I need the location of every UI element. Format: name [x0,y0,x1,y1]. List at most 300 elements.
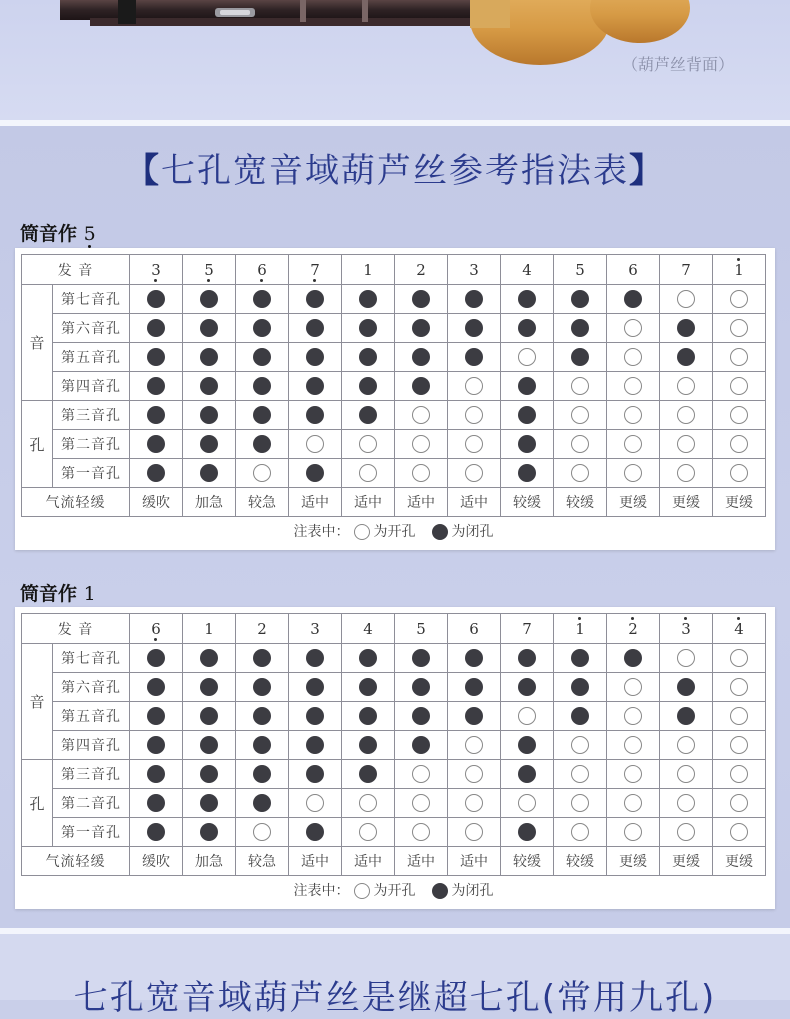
open-hole-icon [624,406,642,424]
open-hole-icon [465,464,483,482]
hole-name: 第一音孔 [53,459,130,488]
closed-hole-icon [306,678,324,696]
pitch-cell [713,255,766,285]
airflow-label: 气流轻缓 [22,488,130,517]
open-hole-icon [412,765,430,783]
open-hole-icon [730,765,748,783]
hole-cell [289,818,342,847]
closed-hole-icon [147,464,165,482]
hole-cell [236,459,289,488]
table-row [22,818,766,847]
hole-cell [289,644,342,673]
open-hole-icon [412,406,430,424]
hole-cell [713,818,766,847]
pitch-note: 6 [628,260,638,279]
closed-hole-icon [253,707,271,725]
open-hole-icon [730,319,748,337]
open-hole-icon [624,377,642,395]
open-hole-icon [730,707,748,725]
open-hole-icon [730,823,748,841]
open-hole-icon [677,736,695,754]
closed-hole-icon [624,649,642,667]
hole-cell [660,731,713,760]
closed-hole-icon [412,377,430,395]
open-hole-icon [624,319,642,337]
hole-cell [130,430,183,459]
section2-base-note: 1 [83,583,96,605]
hole-cell [660,760,713,789]
table-row [22,702,766,731]
hole-cell [607,702,660,731]
airflow-cell: 适中 [342,847,395,876]
open-hole-icon [359,435,377,453]
open-hole-icon [730,649,748,667]
closed-hole-icon [465,678,483,696]
closed-hole-icon [306,649,324,667]
airflow-cell: 更缓 [713,488,766,517]
airflow-cell: 较急 [236,847,289,876]
hole-cell [660,818,713,847]
legend-prefix: 注表中： [293,524,350,540]
closed-hole-icon [253,736,271,754]
closed-hole-icon [200,649,218,667]
open-hole-icon [354,524,370,540]
open-hole-icon [730,377,748,395]
hole-cell [236,818,289,847]
closed-hole-icon [306,464,324,482]
pitch-note: 2 [416,260,426,279]
table-row [22,760,766,789]
photo-caption: （葫芦丝背面） [621,55,734,74]
pitch-cell [289,255,342,285]
closed-hole-icon [465,290,483,308]
closed-hole-icon [412,649,430,667]
hole-cell [501,789,554,818]
hole-cell [660,285,713,314]
airflow-cell: 适中 [342,488,395,517]
table-row [22,372,766,401]
airflow-cell: 较缓 [554,488,607,517]
open-hole-icon [677,823,695,841]
fingering-chart-1 [15,248,775,550]
pitch-cell [554,614,607,644]
closed-hole-icon [359,348,377,366]
hole-cell [713,459,766,488]
hole-cell [554,731,607,760]
closed-hole-icon [253,649,271,667]
hole-cell [607,401,660,430]
airflow-row [22,488,766,517]
closed-hole-icon [359,736,377,754]
closed-hole-icon [412,707,430,725]
hole-cell [289,789,342,818]
table-row [22,285,766,314]
hole-cell [130,644,183,673]
open-hole-icon [571,406,589,424]
open-hole-icon [306,794,324,812]
hole-cell [395,789,448,818]
hole-cell [501,818,554,847]
pitch-note: 4 [363,619,373,638]
closed-hole-icon [518,823,536,841]
airflow-cell: 适中 [289,488,342,517]
airflow-cell: 更缓 [607,847,660,876]
hole-cell [554,673,607,702]
closed-hole-icon [200,765,218,783]
hole-cell [395,430,448,459]
closed-hole-icon [253,290,271,308]
hole-cell [448,760,501,789]
intro-heading: 七孔宽音域葫芦丝是继超七孔(常用九孔) [73,978,717,1018]
closed-hole-icon [359,377,377,395]
pitch-note: 3 [469,260,479,279]
closed-hole-icon [412,678,430,696]
hole-cell [342,818,395,847]
pitch-note: 6 [469,619,479,638]
closed-hole-icon [253,319,271,337]
hole-cell [289,731,342,760]
pitch-note: 5 [416,619,426,638]
pitch-cell [607,255,660,285]
closed-hole-icon [571,707,589,725]
hole-cell [713,760,766,789]
closed-hole-icon [253,435,271,453]
pitch-note: 6 [257,260,267,279]
open-hole-icon [677,765,695,783]
open-hole-icon [677,406,695,424]
pitch-note: 1 [734,260,744,279]
open-hole-icon [359,823,377,841]
pitch-cell [342,255,395,285]
hole-cell [607,731,660,760]
open-hole-icon [677,435,695,453]
hole-cell [289,430,342,459]
hole-cell [607,372,660,401]
hole-cell [554,314,607,343]
hole-cell [501,285,554,314]
hole-name: 第二音孔 [53,430,130,459]
closed-hole-icon [624,290,642,308]
hole-cell [342,644,395,673]
hole-cell [395,644,448,673]
closed-hole-icon [147,736,165,754]
hole-cell [607,343,660,372]
open-hole-icon [624,348,642,366]
closed-hole-icon [200,736,218,754]
closed-hole-icon [147,707,165,725]
hole-cell [183,702,236,731]
airflow-cell: 更缓 [660,488,713,517]
pitch-header: 发 音 [22,255,130,285]
hole-cell [554,760,607,789]
airflow-cell: 适中 [395,488,448,517]
closed-hole-icon [306,319,324,337]
hole-cell [342,430,395,459]
hole-cell [130,818,183,847]
hole-cell [395,285,448,314]
hole-cell [183,401,236,430]
closed-hole-icon [465,707,483,725]
open-hole-icon [465,377,483,395]
open-hole-icon [412,435,430,453]
pitch-cell [607,614,660,644]
hole-cell [660,673,713,702]
hole-cell [130,731,183,760]
hole-cell [660,430,713,459]
hole-cell [130,702,183,731]
open-hole-icon [465,435,483,453]
hole-cell [130,459,183,488]
hole-cell [448,731,501,760]
closed-hole-icon [518,736,536,754]
airflow-cell: 适中 [448,847,501,876]
open-hole-icon [465,765,483,783]
hole-cell [289,285,342,314]
open-hole-icon [730,406,748,424]
hole-cell [236,401,289,430]
side-label: 孔 [22,401,53,488]
closed-hole-icon [253,348,271,366]
open-hole-icon [624,435,642,453]
hole-cell [607,459,660,488]
closed-hole-icon [518,290,536,308]
hole-cell [236,644,289,673]
pitch-note: 7 [681,260,691,279]
pitch-note: 1 [363,260,373,279]
closed-hole-icon [200,464,218,482]
open-hole-icon [571,765,589,783]
table-row [22,644,766,673]
hole-name: 第五音孔 [53,702,130,731]
hole-cell [289,343,342,372]
closed-hole-icon [200,794,218,812]
page-title [0,143,790,192]
hole-cell [713,644,766,673]
open-hole-icon [730,794,748,812]
closed-hole-icon [359,765,377,783]
closed-hole-icon [253,765,271,783]
airflow-cell: 较缓 [554,847,607,876]
closed-hole-icon [571,649,589,667]
hole-cell [501,314,554,343]
table-row [22,459,766,488]
hole-cell [713,401,766,430]
hole-cell [607,430,660,459]
hole-cell [289,760,342,789]
hole-cell [236,314,289,343]
closed-hole-icon [359,707,377,725]
hole-cell [130,789,183,818]
closed-hole-icon [465,348,483,366]
airflow-cell: 缓吹 [130,488,183,517]
table-row [22,731,766,760]
hole-cell [289,314,342,343]
hole-cell [660,372,713,401]
open-hole-icon [354,883,370,899]
hole-cell [713,731,766,760]
open-hole-icon [518,348,536,366]
airflow-cell: 加急 [183,488,236,517]
hole-cell [607,285,660,314]
hole-cell [660,702,713,731]
open-hole-icon [677,649,695,667]
open-hole-icon [253,823,271,841]
open-hole-icon [730,736,748,754]
hole-cell [554,459,607,488]
hole-cell [183,673,236,702]
hole-cell [448,285,501,314]
hole-cell [130,760,183,789]
hole-cell [183,430,236,459]
airflow-cell: 较急 [236,488,289,517]
title-bracket-left: 【 [125,151,161,191]
closed-hole-icon [253,406,271,424]
hole-cell [448,789,501,818]
hole-cell [607,314,660,343]
closed-hole-icon [432,883,448,899]
hole-cell [342,314,395,343]
airflow-cell: 较缓 [501,488,554,517]
hole-name: 第六音孔 [53,314,130,343]
hole-cell [501,401,554,430]
open-hole-icon [624,678,642,696]
hole-cell [342,401,395,430]
hole-cell [342,760,395,789]
pitch-note: 3 [681,619,691,638]
airflow-cell: 适中 [448,488,501,517]
closed-hole-icon [253,377,271,395]
hole-cell [236,789,289,818]
open-hole-icon [465,406,483,424]
hole-name: 第七音孔 [53,285,130,314]
hole-cell [607,789,660,818]
hole-cell [183,731,236,760]
hole-cell [554,644,607,673]
hole-cell [130,401,183,430]
closed-hole-icon [677,678,695,696]
closed-hole-icon [518,406,536,424]
open-hole-icon [677,794,695,812]
closed-hole-icon [359,319,377,337]
hole-cell [236,372,289,401]
closed-hole-icon [518,765,536,783]
hole-cell [501,673,554,702]
hole-cell [660,644,713,673]
hole-cell [501,343,554,372]
pitch-note: 7 [522,619,532,638]
hole-cell [342,731,395,760]
hole-cell [130,314,183,343]
hole-cell [395,818,448,847]
pitch-note: 4 [734,619,744,638]
closed-hole-icon [147,794,165,812]
closed-hole-icon [518,377,536,395]
closed-hole-icon [306,348,324,366]
pitch-header: 发 音 [22,614,130,644]
hole-cell [501,731,554,760]
open-hole-icon [412,823,430,841]
title-text: 七孔宽音域葫芦丝参考指法表 [161,151,629,191]
hole-name: 第七音孔 [53,644,130,673]
hole-name: 第三音孔 [53,401,130,430]
hole-cell [554,372,607,401]
hole-cell [183,644,236,673]
airflow-cell: 缓吹 [130,847,183,876]
hole-cell [236,760,289,789]
open-hole-icon [571,377,589,395]
closed-hole-icon [200,406,218,424]
legend [22,876,766,905]
hole-cell [448,459,501,488]
hole-cell [236,702,289,731]
hole-cell [130,343,183,372]
hole-cell [660,459,713,488]
pitch-cell [448,255,501,285]
pitch-cell [713,614,766,644]
pitch-cell [660,614,713,644]
hole-cell [183,285,236,314]
airflow-cell: 更缓 [607,488,660,517]
hole-cell [183,314,236,343]
pitch-note: 6 [151,619,161,638]
closed-hole-icon [200,707,218,725]
side-label: 孔 [22,760,53,847]
airflow-row [22,847,766,876]
instrument-photo-band [0,0,790,120]
open-hole-icon [571,736,589,754]
closed-hole-icon [200,823,218,841]
closed-hole-icon [306,406,324,424]
open-hole-icon [465,736,483,754]
closed-hole-icon [677,707,695,725]
hole-cell [448,372,501,401]
open-hole-icon [359,794,377,812]
section2-table [21,613,766,904]
table-row [22,343,766,372]
closed-hole-icon [412,736,430,754]
section2-label: 筒音作 1 [20,583,96,605]
airflow-cell: 更缓 [660,847,713,876]
closed-hole-icon [200,290,218,308]
hole-cell [554,702,607,731]
hole-cell [554,430,607,459]
open-hole-icon [518,707,536,725]
hole-cell [554,285,607,314]
hole-cell [713,673,766,702]
pitch-note: 1 [575,619,585,638]
table-row [22,314,766,343]
closed-hole-icon [306,736,324,754]
closed-hole-icon [147,823,165,841]
hole-cell [183,818,236,847]
open-hole-icon [677,377,695,395]
closed-hole-icon [306,290,324,308]
closed-hole-icon [306,765,324,783]
hole-cell [395,314,448,343]
open-hole-icon [624,794,642,812]
hole-cell [660,343,713,372]
hole-cell [554,789,607,818]
closed-hole-icon [359,649,377,667]
pitch-cell [448,614,501,644]
hole-cell [395,372,448,401]
closed-hole-icon [200,435,218,453]
pitch-cell [183,614,236,644]
hole-cell [130,673,183,702]
section1-table [21,254,766,545]
hole-cell [183,789,236,818]
legend-open-label: 为开孔 [373,883,416,899]
